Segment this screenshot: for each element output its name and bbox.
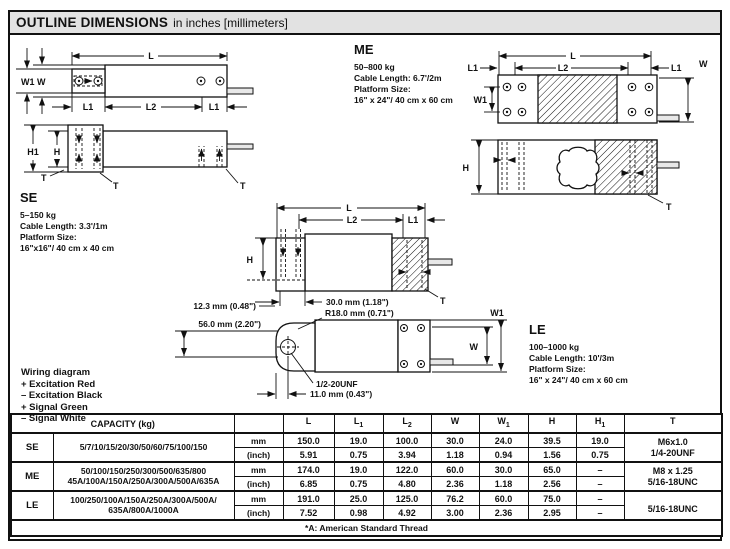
table-cell: 191.0 bbox=[283, 491, 334, 506]
wiring-excitation-plus: + Excitation Red bbox=[21, 378, 96, 390]
svg-text:L: L bbox=[570, 51, 576, 61]
svg-text:30.0 mm (1.18"): 30.0 mm (1.18") bbox=[326, 297, 389, 307]
svg-text:H: H bbox=[246, 255, 253, 265]
svg-text:L1: L1 bbox=[208, 102, 220, 112]
svg-text:W: W bbox=[469, 342, 478, 352]
table-cell: 2.56 bbox=[528, 477, 576, 492]
unit-cell: mm bbox=[234, 433, 283, 448]
svg-text:L2: L2 bbox=[145, 102, 157, 112]
svg-text:L1: L1 bbox=[467, 63, 478, 73]
col-header-L: L bbox=[283, 414, 334, 433]
me-mm-row bbox=[11, 462, 722, 477]
svg-text:L: L bbox=[346, 203, 352, 213]
col-header-L1: $L_1$ bbox=[334, 414, 383, 433]
le-capacity-range: 100–1000 kg bbox=[529, 342, 580, 352]
le-info-block bbox=[529, 322, 628, 386]
table-header-row bbox=[11, 414, 722, 433]
table-cell: 30.0 bbox=[431, 433, 479, 448]
table-cell: 60.0 bbox=[431, 462, 479, 477]
table-cell: 76.2 bbox=[431, 491, 479, 506]
me-heading: ME bbox=[354, 42, 374, 57]
table-cell: 4.80 bbox=[383, 477, 431, 492]
col-header-W1: $W_1$ bbox=[479, 414, 528, 433]
table-cell: 3.94 bbox=[383, 448, 431, 463]
thread-cell-le: 5/16-18UNC bbox=[624, 491, 722, 520]
svg-text:L2: L2 bbox=[557, 63, 569, 73]
svg-text:L1: L1 bbox=[671, 63, 682, 73]
thread-cell-me: M8 x 1.25 5/16-18UNC bbox=[624, 462, 722, 491]
title-bar bbox=[10, 12, 720, 35]
model-cell-se: SE bbox=[11, 433, 53, 462]
unit-cell: mm bbox=[234, 462, 283, 477]
svg-text:T: T bbox=[666, 202, 672, 212]
table-cell: 1.18 bbox=[479, 477, 528, 492]
svg-text:W: W bbox=[699, 59, 708, 69]
svg-text:L: L bbox=[148, 51, 154, 61]
table-cell: 19.0 bbox=[576, 433, 624, 448]
dimensions-table bbox=[10, 413, 723, 537]
table-cell: 2.36 bbox=[479, 506, 528, 521]
table-cell: 125.0 bbox=[383, 491, 431, 506]
svg-text:R18.0 mm (0.71"): R18.0 mm (0.71") bbox=[325, 308, 394, 318]
table-cell: 2.95 bbox=[528, 506, 576, 521]
se-heading: SE bbox=[20, 190, 38, 205]
unit-cell: (inch) bbox=[234, 477, 283, 492]
me-platform-size: 16" x 24"/ 40 cm x 60 cm bbox=[354, 95, 453, 105]
svg-text:12.3 mm (0.48"): 12.3 mm (0.48") bbox=[193, 301, 256, 311]
svg-text:56.0 mm (2.20"): 56.0 mm (2.20") bbox=[198, 319, 261, 329]
col-header-H: H bbox=[528, 414, 576, 433]
unit-column-header bbox=[234, 414, 283, 433]
me-cable-length: Cable Length: 6.7'/2m bbox=[354, 73, 442, 83]
col-header-L2: $L_2$ bbox=[383, 414, 431, 433]
svg-text:W1: W1 bbox=[473, 95, 487, 105]
table-cell: 65.0 bbox=[528, 462, 576, 477]
me-platform-label: Platform Size: bbox=[354, 84, 411, 94]
footnote: *A: American Standard Thread bbox=[11, 520, 722, 536]
table-cell: – bbox=[576, 462, 624, 477]
svg-text:1/2-20UNF: 1/2-20UNF bbox=[316, 379, 358, 389]
wiring-signal-minus: – Signal White bbox=[21, 413, 86, 424]
table-cell: 2.36 bbox=[431, 477, 479, 492]
col-header-H1: $H_1$ bbox=[576, 414, 624, 433]
svg-text:11.0 mm (0.43"): 11.0 mm (0.43") bbox=[310, 389, 373, 399]
page-title-suffix: in inches [millimeters] bbox=[173, 15, 288, 30]
table-cell: 0.75 bbox=[334, 477, 383, 492]
table-cell: 1.18 bbox=[431, 448, 479, 463]
svg-text:L1: L1 bbox=[82, 102, 94, 112]
le-mm-row bbox=[11, 491, 722, 506]
svg-text:T: T bbox=[113, 181, 119, 191]
svg-text:T: T bbox=[240, 181, 246, 191]
capacity-cell-le: 100/250/100A/150A/250A/300A/500A/ 635A/800A/1000A bbox=[53, 491, 234, 520]
table-cell: 75.0 bbox=[528, 491, 576, 506]
wiring-diagram-block bbox=[21, 367, 102, 425]
se-mm-row bbox=[11, 433, 722, 448]
le-cable-length: Cable Length: 10'/3m bbox=[529, 353, 615, 363]
capacity-cell-me: 50/100/150/250/300/500/635/800 45A/100A/150A/250A/300A/500A/635A bbox=[53, 462, 234, 491]
svg-text:H: H bbox=[53, 147, 61, 157]
table-cell: 1.56 bbox=[528, 448, 576, 463]
table-cell: 174.0 bbox=[283, 462, 334, 477]
table-cell: 39.5 bbox=[528, 433, 576, 448]
le-platform-label: Platform Size: bbox=[529, 364, 586, 374]
wiring-title: Wiring diagram bbox=[21, 367, 91, 378]
le-platform-size: 16" x 24"/ 40 cm x 60 cm bbox=[529, 375, 628, 385]
col-header-W: W bbox=[431, 414, 479, 433]
table-cell: 19.0 bbox=[334, 462, 383, 477]
capacity-column-header: CAPACITY (kg) bbox=[11, 414, 234, 433]
thread-cell-se: M6x1.0 1/4-20UNF bbox=[624, 433, 722, 462]
se-info-block bbox=[20, 190, 114, 254]
svg-text:T: T bbox=[440, 296, 446, 306]
page-title: OUTLINE DIMENSIONS bbox=[16, 15, 169, 30]
svg-text:H: H bbox=[462, 163, 469, 173]
table-cell: 122.0 bbox=[383, 462, 431, 477]
table-cell: – bbox=[576, 477, 624, 492]
model-cell-me: ME bbox=[11, 462, 53, 491]
table-cell: 3.00 bbox=[431, 506, 479, 521]
svg-text:T: T bbox=[41, 173, 47, 183]
model-cell-le: LE bbox=[11, 491, 53, 520]
se-capacity-range: 5–150 kg bbox=[20, 210, 56, 220]
svg-text:W1: W1 bbox=[490, 308, 504, 318]
col-header-T: T bbox=[624, 414, 722, 433]
table-cell: 0.75 bbox=[334, 448, 383, 463]
unit-cell: (inch) bbox=[234, 448, 283, 463]
se-cable-length: Cable Length: 3.3'/1m bbox=[20, 221, 108, 231]
table-footnote-row bbox=[11, 520, 722, 536]
table-cell: 150.0 bbox=[283, 433, 334, 448]
svg-text:L1: L1 bbox=[407, 215, 419, 225]
table-cell: 19.0 bbox=[334, 433, 383, 448]
svg-text:H1: H1 bbox=[27, 147, 39, 157]
unit-cell: mm bbox=[234, 491, 283, 506]
table-cell: 6.85 bbox=[283, 477, 334, 492]
unit-cell: (inch) bbox=[234, 506, 283, 521]
se-platform-label: Platform Size: bbox=[20, 232, 77, 242]
me-info-block bbox=[354, 42, 453, 106]
table-cell: 60.0 bbox=[479, 491, 528, 506]
table-cell: – bbox=[576, 491, 624, 506]
me-capacity-range: 50–800 kg bbox=[354, 62, 395, 72]
table-cell: – bbox=[576, 506, 624, 521]
table-cell: 0.98 bbox=[334, 506, 383, 521]
se-platform-size: 16"x16"/ 40 cm x 40 cm bbox=[20, 243, 115, 253]
table-cell: 100.0 bbox=[383, 433, 431, 448]
table-cell: 7.52 bbox=[283, 506, 334, 521]
svg-text:W1 W: W1 W bbox=[21, 77, 46, 87]
table-cell: 0.94 bbox=[479, 448, 528, 463]
table-cell: 5.91 bbox=[283, 448, 334, 463]
wiring-excitation-minus: – Excitation Black bbox=[21, 390, 103, 401]
table-cell: 0.75 bbox=[576, 448, 624, 463]
table-cell: 30.0 bbox=[479, 462, 528, 477]
svg-text:L2: L2 bbox=[346, 215, 358, 225]
wiring-signal-plus: + Signal Green bbox=[21, 401, 88, 413]
capacity-cell-se: 5/7/10/15/20/30/50/60/75/100/150 bbox=[53, 433, 234, 462]
table-cell: 25.0 bbox=[334, 491, 383, 506]
table-cell: 4.92 bbox=[383, 506, 431, 521]
le-heading: LE bbox=[529, 322, 546, 337]
table-cell: 24.0 bbox=[479, 433, 528, 448]
